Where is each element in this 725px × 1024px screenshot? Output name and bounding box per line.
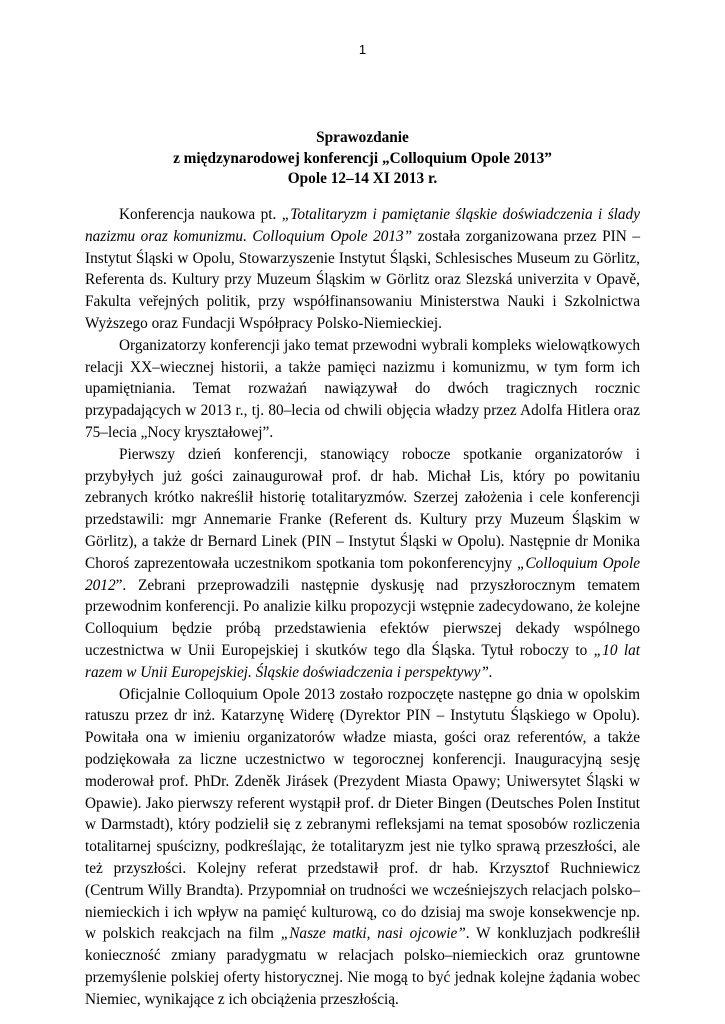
paragraph-3-text-c: ”. Zebrani przeprowadzili następnie dyskusję nad przyszłorocznym tematem przewodnim konferencji. Po analizie kilku propozycji wstępnie zadecydowano, że kolejne Colloquium będzie próbą przedstawienia efektów pierwszej dekady wspólnego uczestnictwa w Unii Europejskiej i skutków tego dla Śląska. Tytuł roboczy to [85,576,640,659]
working-title-italic: „10 lat razem w Unii Europejskiej. Śląskie doświadczenia i perspektywy”. [85,641,640,681]
title-line-3: Opole 12–14 XI 2013 r. [287,170,438,187]
publication-title-italic: „Colloquium Opole 2012 [85,554,640,594]
report-body [85,204,640,1010]
paragraph-4-text-c: . W konkluzjach podkreślił konieczność zmiany paradygmatu w relacjach polsko–niemieckich oraz gruntowne przemyślenie polskiej oferty historycznej. Nie mogą to być jednak kolejne żądania wobec Niemiec, wynikające z ich obciążenia przeszłością. [85,925,641,1008]
report-title [0,128,725,190]
paragraph-4-text-a: Oficjalnie Colloquium Opole 2013 zostało rozpoczęte następne go dnia w opolskim ratuszu przez dr inż. Katarzynę Widerę (Dyrektor PIN – Instytutu Śląskiego w Opolu). Powitała ona w imieniu organizatorów władze miasta, gości oraz referentów, a także podziękowała za liczne uczestnictwo w tegorocznej konferencji. Inauguracyjną sesję moderował prof. PhDr. Zdeněk Jirásek (Prezydent Miasta Opawy; Uniwersytet Śląski w Opawie). Jako pierwszy referent wystąpił prof. dr Dieter Bingen (Deutsches Polen Institut w Darmstadt), który podzielił się z zebranymi refleksjami na temat sposobów rozliczenia totalitarnej spuścizny, podkreślając, że totalitaryzm jest nie tylko sprawą przeszłości, ale też przyszłości. Kolejny referat przedstawił prof. dr hab. Krzysztof Ruchniewicz (Centrum Willy Brandta). Przypomniał on trudności we wcześniejszych relacjach polsko–niemieckich i ich wpływ na pamięć kulturową, co do dzisiaj ma swoje konsekwencje np. w polskich reakcjach na film [85,685,640,943]
paragraph-3 [85,444,640,684]
paragraph-4 [85,684,640,1011]
paragraph-1 [85,204,640,335]
paragraph-1-text-c: została zorganizowana przez PIN – Instytut Śląski w Opolu, Stowarzyszenie Instytut Śląski, Schlesisches Museum zu Görlitz, Referenta ds. Kultury przy Muzeum Śląskim w Görlitz oraz Slezská univerzita v Opavě, Fakulta veřejných politik, przy współfinansowaniu Ministerstwa Nauki i Szkolnictwa Wyższego oraz Fundacji Współpracy Polsko-Niemieckiej. [85,227,640,332]
paragraph-3-text-a: Pierwszy dzień konferencji, stanowiący robocze spotkanie organizatorów i przybyłych już gości zainaugurował prof. dr hab. Michał Lis, który po powitaniu zebranych krótko nakreślił historię totalitaryzmów. Szerzej założenia i cele konferencji przedstawili: mgr Annemarie Franke (Referent ds. Kultury przy Muzeum Śląskim w Görlitz), a także dr Bernard Linek (PIN – Instytut Śląski w Opolu). Następnie dr Monika Choroś zaprezentowała uczestnikom spotkania tom pokonferencyjny [85,445,640,572]
title-line-1: Sprawozdanie [316,129,409,146]
conference-title-italic: „Totalitaryzm i pamiętanie śląskie doświadczenia i ślady nazizmu oraz komunizmu. Colloquium Opole 2013” [85,206,640,245]
film-title-italic: „Nasze matki, nasi ojcowie” [280,925,466,943]
page-number: 1 [358,42,367,57]
title-line-2: z międzynarodowej konferencji „Colloquium Opole 2013” [173,149,552,167]
paragraph-2: Organizatorzy konferencji jako temat przewodni wybrali kompleks wielowątkowych relacji XX–wiecznej historii, a także pamięci nazizmu i komunizmu, w tym form ich upamiętniania. Temat rozważań nawiązywał do dwóch tragicznych rocznic przypadających w 2013 r., tj. 80–lecia od chwili objęcia władzy przez Adolfa Hitlera oraz 75–lecia „Nocy kryształowej”. [85,336,640,441]
paragraph-1-text-a: Konferencja naukowa pt. [119,206,282,223]
